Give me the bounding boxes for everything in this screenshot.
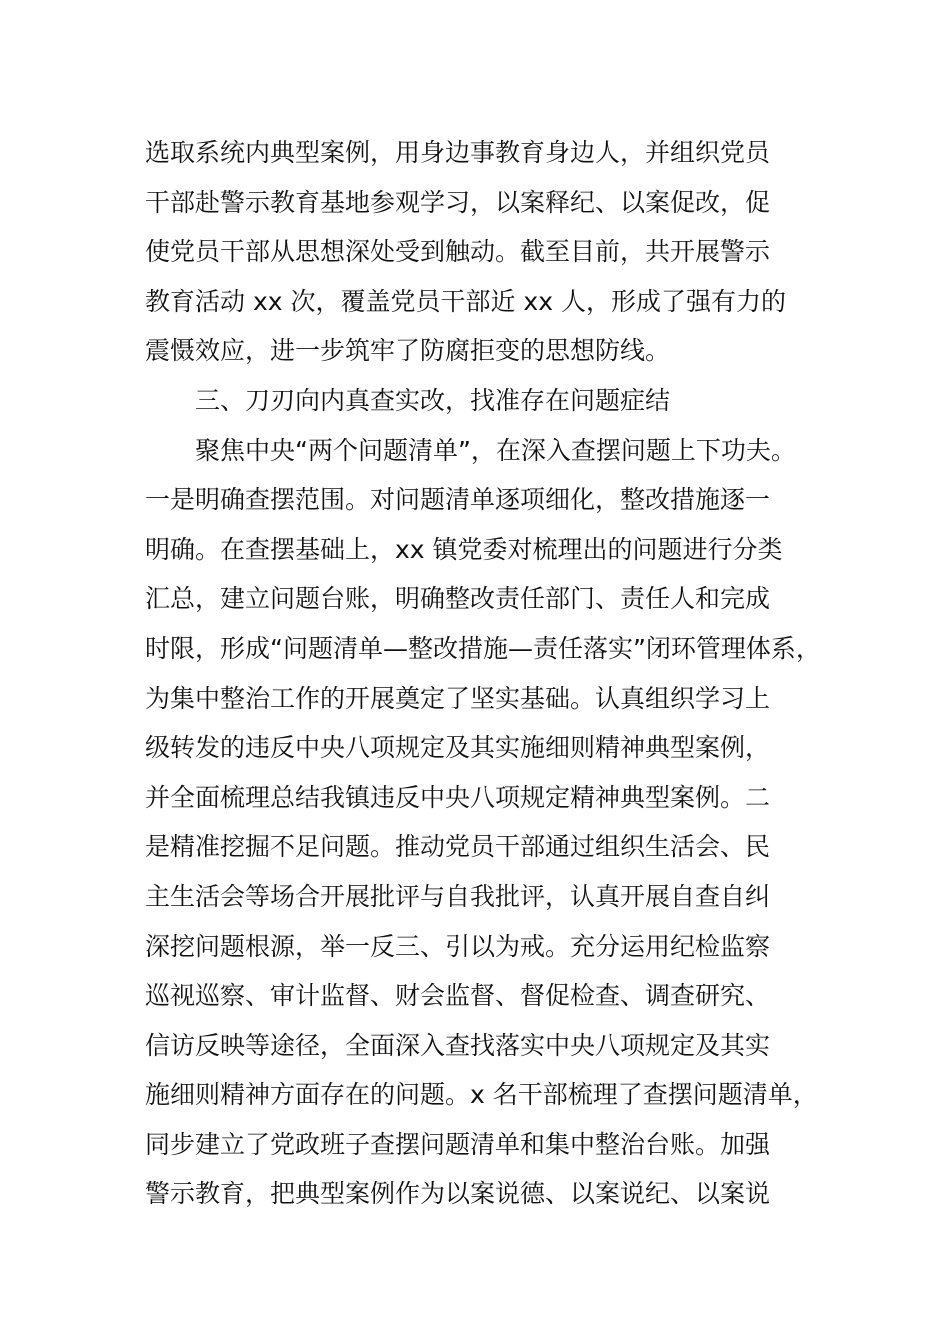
text-line: 明确。在查摆基础上，xx 镇党委对梳理出的问题进行分类	[145, 534, 783, 564]
text-line: 使党员干部从思想深处受到触动。截至目前，共开展警示	[145, 237, 771, 267]
paragraph-first-line: 聚焦中央“两个问题清单”，在深入查摆问题上下功夫。	[195, 435, 796, 465]
text-line: 并全面梳理总结我镇违反中央八项规定精神典型案例。二	[145, 782, 771, 812]
text-line: 主生活会等场合开展批评与自我批评，认真开展自查自纠	[145, 881, 771, 911]
text-line: 级转发的违反中央八项规定及其实施细则精神典型案例，	[145, 733, 771, 763]
text-line: 干部赴警示教育基地参观学习，以案释纪、以案促改，促	[145, 187, 771, 217]
text-line: 巡视巡察、审计监督、财会监督、督促检查、调查研究、	[145, 981, 771, 1011]
body-text	[145, 128, 825, 1219]
text-line: 同步建立了党政班子查摆问题清单和集中整治台账。加强	[145, 1129, 771, 1159]
text-line: 时限，形成“问题清单—整改措施—责任落实”闭环管理体系，	[145, 633, 821, 663]
text-line: 汇总，建立问题台账，明确整改责任部门、责任人和完成	[145, 584, 771, 614]
text-line: 教育活动 xx 次，覆盖党员干部近 xx 人，形成了强有力的	[145, 286, 786, 316]
text-line: 深挖问题根源，举一反三、引以为戒。充分运用纪检监察	[145, 931, 771, 961]
section-heading: 三、刀刃向内真查实改，找准存在问题症结	[195, 385, 671, 415]
text-line: 是精准挖掘不足问题。推动党员干部通过组织生活会、民	[145, 832, 771, 862]
text-line: 信访反映等途径，全面深入查找落实中央八项规定及其实	[145, 1030, 771, 1060]
text-line: 选取系统内典型案例，用身边事教育身边人，并组织党员	[145, 138, 771, 167]
text-line: 为集中整治工作的开展奠定了坚实基础。认真组织学习上	[145, 683, 771, 713]
text-line: 施细则精神方面存在的问题。x 名干部梳理了查摆问题清单，	[145, 1080, 818, 1110]
text-line: 一是明确查摆范围。对问题清单逐项细化，整改措施逐一	[145, 485, 771, 515]
text-line: 警示教育，把典型案例作为以案说德、以案说纪、以案说	[145, 1179, 771, 1209]
text-line: 震慑效应，进一步筑牢了防腐拒变的思想防线。	[145, 336, 671, 366]
